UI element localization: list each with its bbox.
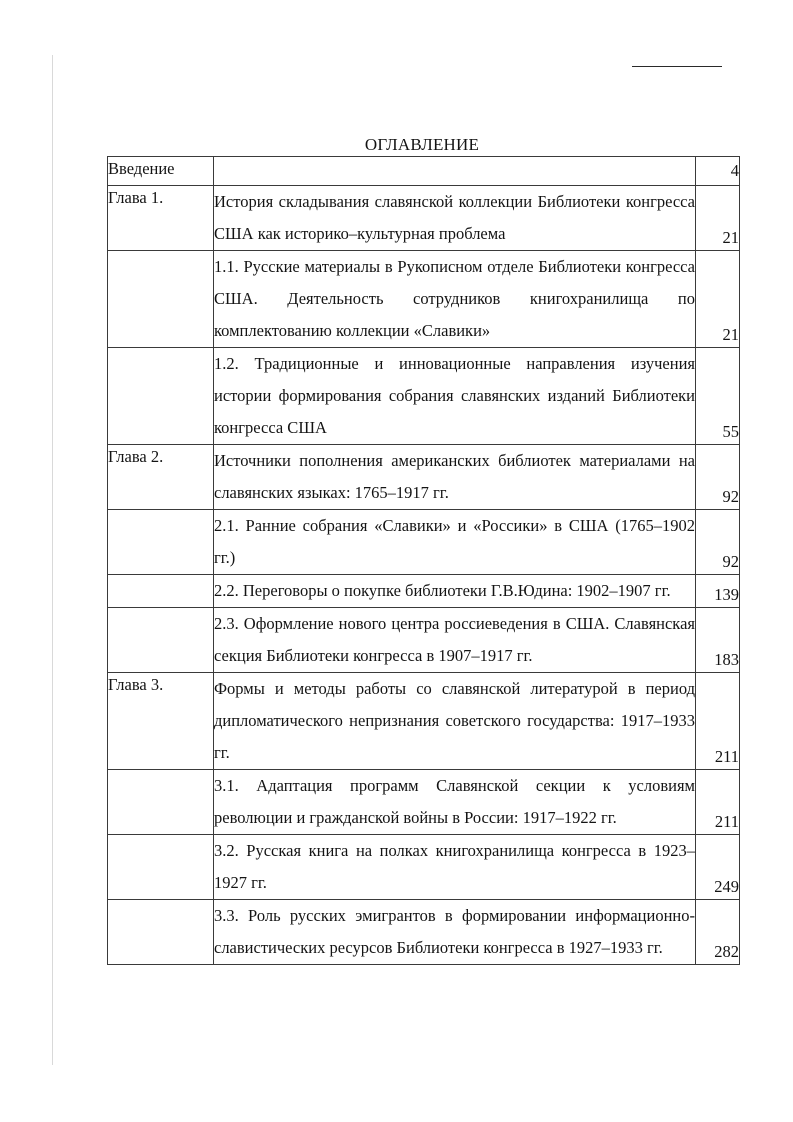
toc-label: Глава 2. <box>108 445 214 510</box>
toc-title: Формы и методы работы со славянской литературой в период дипломатического непризнания советского государства: 1917–1933 гг. <box>214 673 696 770</box>
page-title: ОГЛАВЛЕНИЕ <box>364 135 480 154</box>
toc-label <box>108 608 214 673</box>
toc-title: 3.2. Русская книга на полках книгохранилища конгресса в 1923–1927 гг. <box>214 835 696 900</box>
toc-label <box>108 251 214 348</box>
toc-label: Глава 1. <box>108 186 214 251</box>
toc-page-number: 211 <box>696 673 740 770</box>
toc-title: 1.2. Традиционные и инновационные направления изучения истории формирования собрания славянских изданий Библиотеки конгресса США <box>214 348 696 445</box>
toc-title: 2.3. Оформление нового центра россиеведения в США. Славянская секция Библиотеки конгресса в 1907–1917 гг. <box>214 608 696 673</box>
toc-title: История складывания славянской коллекции Библиотеки конгресса США как историко–культурная проблема <box>214 186 696 251</box>
toc-page-number: 211 <box>696 770 740 835</box>
toc-label <box>108 900 214 965</box>
toc-label <box>108 348 214 445</box>
toc-row-chapter-2 <box>108 445 740 510</box>
toc-row-section-2-2 <box>108 575 740 608</box>
toc-title: 1.1. Русские материалы в Рукописном отделе Библиотеки конгресса США. Деятельность сотрудников книгохранилища по комплектованию коллекции «Славики» <box>214 251 696 348</box>
toc-label <box>108 575 214 608</box>
toc-label <box>108 510 214 575</box>
toc-row-chapter-3 <box>108 673 740 770</box>
header-rule <box>632 66 722 67</box>
table-of-contents <box>107 156 740 965</box>
scan-edge-line <box>52 55 53 1065</box>
toc-page-number: 4 <box>696 157 740 186</box>
toc-page-number: 55 <box>696 348 740 445</box>
toc-label: Глава 3. <box>108 673 214 770</box>
toc-page-number: 21 <box>696 186 740 251</box>
toc-row-section-1-2 <box>108 348 740 445</box>
toc-row-section-2-1 <box>108 510 740 575</box>
toc-page-number: 92 <box>696 445 740 510</box>
toc-title: 2.1. Ранние собрания «Славики» и «Россики» в США (1765–1902 гг.) <box>214 510 696 575</box>
toc-title: 3.3. Роль русских эмигрантов в формировании информационно-славистических ресурсов Библиотеки конгресса в 1927–1933 гг. <box>214 900 696 965</box>
toc-row-section-3-1 <box>108 770 740 835</box>
toc-title: Источники пополнения американских библиотек материалами на славянских языках: 1765–1917 гг. <box>214 445 696 510</box>
toc-row-chapter-1 <box>108 186 740 251</box>
toc-page-number: 21 <box>696 251 740 348</box>
toc-title: 3.1. Адаптация программ Славянской секции к условиям революции и гражданской войны в России: 1917–1922 гг. <box>214 770 696 835</box>
toc-page-number: 249 <box>696 835 740 900</box>
toc-label <box>108 770 214 835</box>
toc-page-number: 92 <box>696 510 740 575</box>
toc-row-introduction <box>108 157 740 186</box>
toc-label: Введение <box>108 157 214 186</box>
toc-row-section-2-3 <box>108 608 740 673</box>
toc-title <box>214 157 696 186</box>
toc-row-section-1-1 <box>108 251 740 348</box>
toc-label <box>108 835 214 900</box>
toc-page-number: 282 <box>696 900 740 965</box>
toc-title: 2.2. Переговоры о покупке библиотеки Г.В.Юдина: 1902–1907 гг. <box>214 575 696 608</box>
toc-row-section-3-2 <box>108 835 740 900</box>
toc-page-number: 183 <box>696 608 740 673</box>
toc-page-number: 139 <box>696 575 740 608</box>
toc-row-section-3-3 <box>108 900 740 965</box>
